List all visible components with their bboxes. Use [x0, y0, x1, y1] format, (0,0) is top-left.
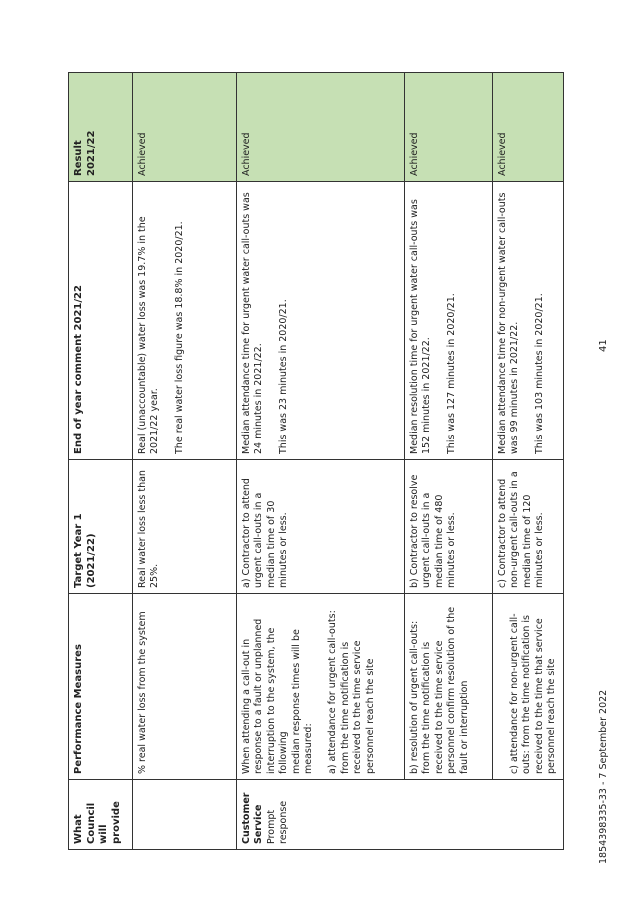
- comment-cell: Median attendance time for non-urgent water call-outs was 99 minutes in 2021/22. This was 103 minutes in 2020/21.: [493, 182, 564, 460]
- table-row: [237, 73, 405, 850]
- header-comment: End of year comment 2021/22: [69, 182, 133, 460]
- performance-table: [68, 72, 564, 850]
- header-result: Result 2021/22: [69, 73, 133, 182]
- target-cell: c) Contractor to attend non-urgent call-outs in a median time of 120 minutes or less.: [493, 460, 564, 594]
- result-cell: Achieved: [237, 73, 405, 182]
- header-provide: What Council will provide: [69, 780, 133, 850]
- measure-cell: c) attendance for non-urgent call-outs: from the time notification is received to the time that service personnel reach the site: [493, 594, 564, 780]
- table-row: [405, 73, 493, 850]
- result-cell: Achieved: [493, 73, 564, 182]
- result-cell: Achieved: [405, 73, 493, 182]
- provide-cell-customer: Customer Service Prompt response: [237, 780, 564, 850]
- measure-cell: When attending a call-out in response to a fault or unplanned interruption to the system, the following median response times will be measured: a) attendance for urgent call-outs: from the time notification is received to the time service personnel reach the site: [237, 594, 405, 780]
- rotated-page: [68, 73, 558, 850]
- target-cell: b) Contractor to resolve urgent call-outs in a median time of 480 minutes or less.: [405, 460, 493, 594]
- target-cell: Real water loss less than 25%.: [133, 460, 237, 594]
- provide-cell: [133, 780, 237, 850]
- result-cell: Achieved: [133, 73, 237, 182]
- comment-cell: Real (unaccountable) water loss was 19.7% in the 2021/22 year. The real water loss figure was 18.8% in 2020/21.: [133, 182, 237, 460]
- target-cell: a) Contractor to attend urgent call-outs in a median time of 30 minutes or less.: [237, 460, 405, 594]
- header-target: Target Year 1 (2021/22): [69, 460, 133, 594]
- header-measures: Performance Measures: [69, 594, 133, 780]
- comment-cell: Median resolution time for urgent water call-outs was 152 minutes in 2021/22. This was 127 minutes in 2020/21.: [405, 182, 493, 460]
- page-number: 41: [598, 339, 609, 352]
- measure-cell: b) resolution of urgent call-outs: from the time notification is received to the time service personnel confirm resolution of the fault or interruption: [405, 594, 493, 780]
- footer-doc-id: 1854398335-33 - 7 September 2022: [598, 689, 609, 864]
- table-row: [493, 73, 564, 850]
- table-row: [133, 73, 237, 850]
- comment-cell: Median attendance time for urgent water call-outs was 24 minutes in 2021/22. This was 23 minutes in 2020/21.: [237, 182, 405, 460]
- header-row: [69, 73, 133, 850]
- measure-cell: % real water loss from the system: [133, 594, 237, 780]
